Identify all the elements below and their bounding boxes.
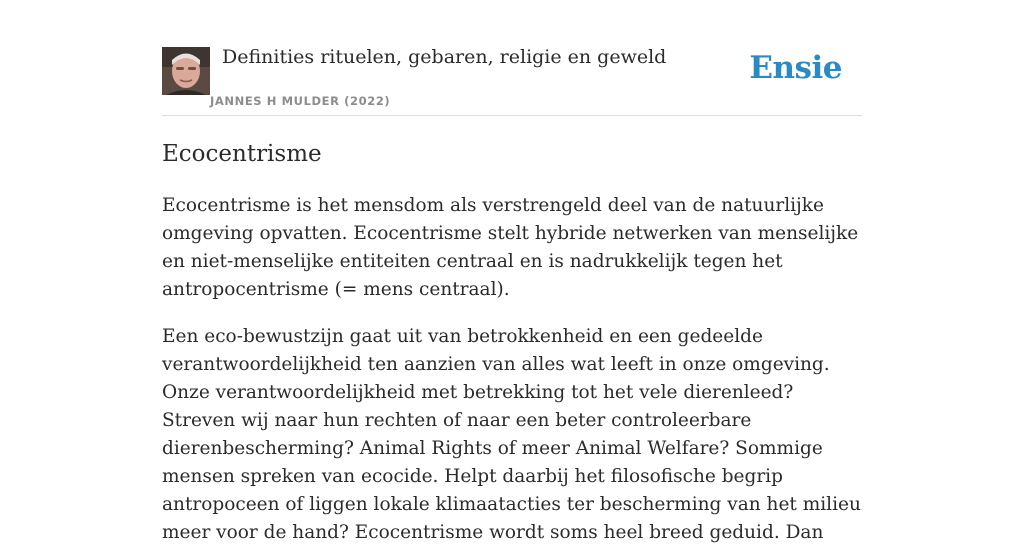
- collection-title[interactable]: Definities rituelen, gebaren, religie en geweld: [222, 46, 667, 68]
- article: [162, 138, 862, 547]
- author-portrait-icon: [162, 47, 210, 95]
- article-title: Ecocentrisme: [162, 141, 322, 167]
- article-paragraph: Ecocentrisme is het mensdom als verstrengeld deel van de natuurlijke omgeving opvatten. Ecocentrisme stelt hybride netwerken van menselijke en niet-menselijke entiteiten centraal en is nadrukkelijk tegen het antropocentrisme (= mens centraal).: [162, 195, 859, 300]
- avatar[interactable]: [162, 47, 210, 95]
- author-line[interactable]: JANNES H MULDER (2022): [210, 94, 391, 108]
- header: [162, 0, 862, 116]
- ensie-logo[interactable]: Ensie: [749, 50, 842, 86]
- article-paragraph: Een eco-bewustzijn gaat uit van betrokkenheid en een gedeelde verantwoordelijkheid ten aanzien van alles wat leeft in onze omgeving. Onze verantwoordelijkheid met betrekking tot het vele dierenleed? Streven wij naar hun rechten of naar een beter controleerbare dierenbescherming? Animal Rights of meer Animal Welfare? Sommige mensen spreken van ecocide. Helpt daarbij het filosofische begrip antropoceen of liggen lokale klimaatacties ter bescherming van het milieu meer voor de hand? Ecocentrisme wordt soms heel breed geduid. Dan: [162, 326, 861, 543]
- page: [162, 0, 862, 543]
